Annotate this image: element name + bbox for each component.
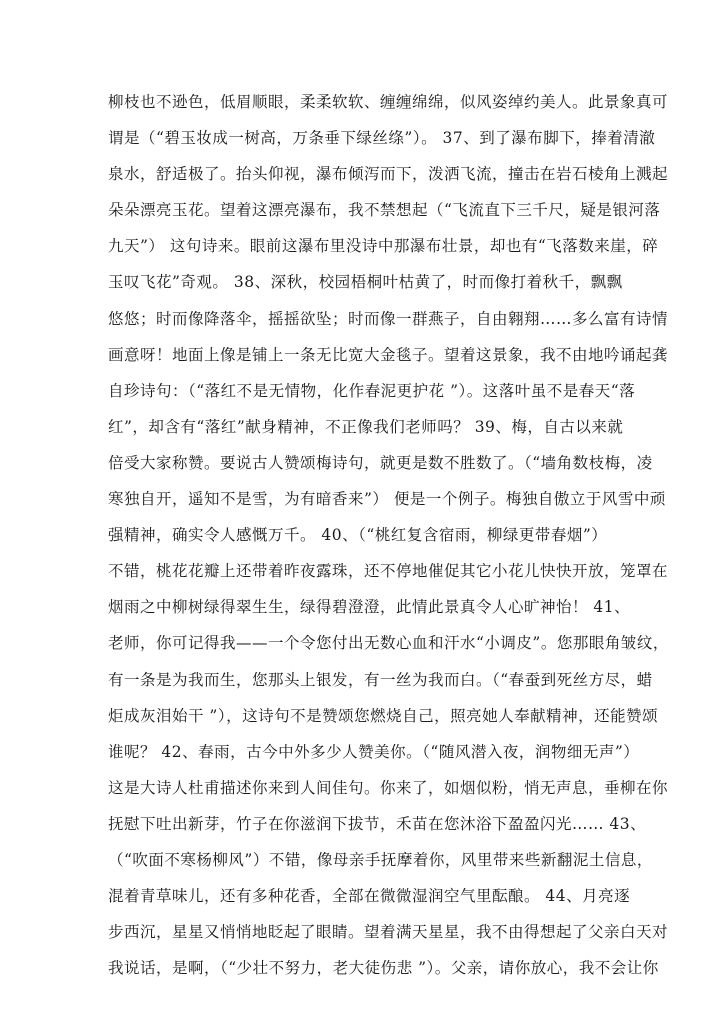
text-line-15: 烟雨之中柳树绿得翠生生，绿得碧澄澄，此情此景真令人心旷神怡！ 41、 xyxy=(108,598,631,617)
text-line-14: 不错，桃花花瓣上还带着昨夜露珠，还不停地催促其它小花儿快快开放，笼罩在 xyxy=(108,562,669,581)
text-line-21: 抚慰下吐出新芽，竹子在你滋润下拔节，禾苗在您沐浴下盈盈闪光…… 43、 xyxy=(108,814,647,833)
text-line-16: 老师，你可记得我——一个令您付出无数心血和汗水“小调皮”。您那眼角皱纹， xyxy=(108,634,669,653)
text-line-20: 这是大诗人杜甫描述你来到人间佳句。你来了，如烟似粉，悄无声息，垂柳在你 xyxy=(108,778,669,797)
body-text xyxy=(108,88,669,990)
text-line-5: 九天”） 这句诗来。眼前这瀑布里没诗中那瀑布壮景，却也有“飞落数来崖，碎 xyxy=(108,237,659,256)
text-line-7: 悠悠；时而像降落伞，摇摇欲坠；时而像一群燕子，自由翱翔……多么富有诗情 xyxy=(108,309,669,328)
text-line-19: 谁呢？ 42、春雨，古今中外多少人赞美你。（“随风潜入夜，润物细无声”） xyxy=(108,742,640,761)
text-line-3: 泉水，舒适极了。抬头仰视，瀑布倾泻而下，泼洒飞流，撞击在岩石棱角上溅起 xyxy=(108,165,669,184)
text-line-12: 寒独自开，遥知不是雪，为有暗香来”） 便是一个例子。梅独自傲立于风雪中顽 xyxy=(108,490,666,509)
text-line-25: 我说话，是啊，（“少壮不努力，老大徒伤悲 ”）。父亲，请你放心，我不会让你 xyxy=(108,959,659,978)
text-line-18: 炬成灰泪始干 ”），这诗句不是赞颂您燃烧自己，照亮她人奉献精神，还能赞颂 xyxy=(108,706,659,725)
text-line-13: 强精神，确实令人感慨万千。 40、（“桃红复含宿雨，柳绿更带春烟”） xyxy=(108,526,608,545)
text-line-11: 倍受大家称赞。要说古人赞颂梅诗句，就更是数不胜数了。（“墙角数枝梅，凌 xyxy=(108,453,653,472)
text-line-17: 有一条是为我而生，您那头上银发，有一丝为我而白。（“春蚕到死丝方尽，蜡 xyxy=(108,670,653,689)
text-line-2: 谓是（“碧玉妆成一树高，万条垂下绿丝绦”）。 37、到了瀑布脚下，捧着清澈 xyxy=(108,129,656,148)
text-line-23: 混着青草味儿，还有多种花香，全部在微微湿润空气里酝酿。 44、月亮逐 xyxy=(108,887,631,906)
text-line-6: 玉叹飞花”奇观。 38、深秋，校园梧桐叶枯黄了，时而像打着秋千，飘飘 xyxy=(108,273,623,292)
text-line-1: 柳枝也不逊色，低眉顺眼，柔柔软软、缠缠绵绵，似风姿绰约美人。此景象真可 xyxy=(108,93,669,111)
text-line-8: 画意呀！地面上像是铺上一条无比宽大金毯子。望着这景象，我不由地吟诵起龚 xyxy=(108,345,669,364)
text-line-9: 自珍诗句：（“落红不是无情物，化作春泥更护花 ”）。这落叶虽不是春天“落 xyxy=(108,381,636,400)
text-line-22: （“吹面不寒杨柳风”）不错，像母亲手抚摩着你，风里带来些新翻泥土信息， xyxy=(108,850,653,869)
text-line-10: 红”，却含有“落红”献身精神，不正像我们老师吗？ 39、梅，自古以来就 xyxy=(108,417,624,436)
text-line-24: 步西沉，星星又悄悄地眨起了眼睛。望着满天星星，我不由得想起了父亲白天对 xyxy=(108,923,669,942)
text-line-4: 朵朵漂亮玉花。望着这漂亮瀑布，我不禁想起（“飞流直下三千尺，疑是银河落 xyxy=(108,201,661,220)
